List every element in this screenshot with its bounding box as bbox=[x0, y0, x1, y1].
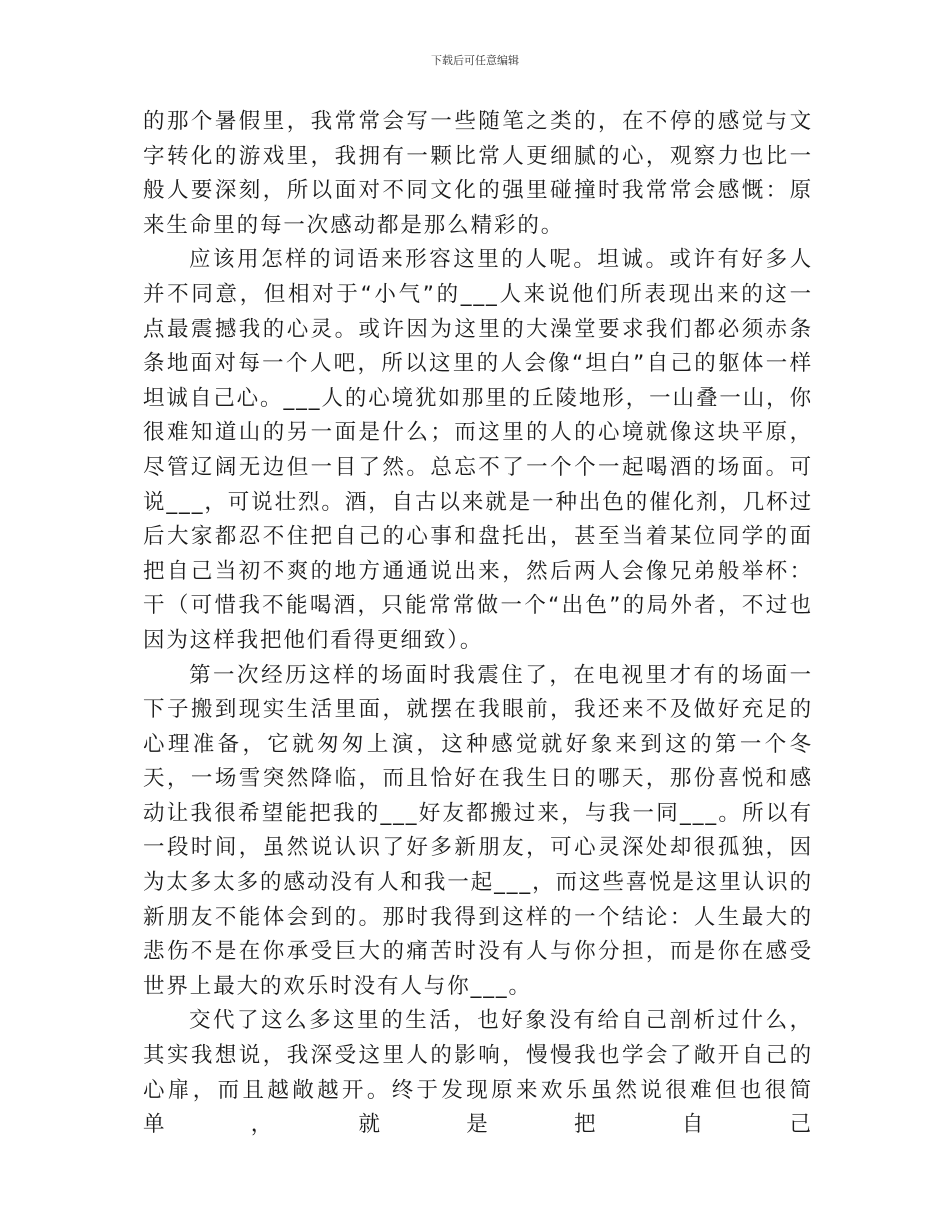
paragraph-1: 的那个暑假里，我常常会写一些随笔之类的，在不停的感觉与文字转化的游戏里，我拥有一颗比常人更细腻的心，观察力也比一般人要深刻，所以面对不同文化的强里碰撞时我常常会感慨：原来生命里的每一次感动都是那么精彩的。 bbox=[143, 109, 813, 238]
paragraph-2: 应该用怎样的词语来形容这里的人呢。坦诚。或许有好多人并不同意，但相对于“小气”的___人来说他们所表现出来的这一点最震撼我的心灵。或许因为这里的大澡堂要求我们都必须赤条条地面对每一个人吧，所以这里的人会像“坦白”自己的躯体一样坦诚自己心。___人的心境犹如那里的丘陵地形，一山叠一山，你很难知道山的另一面是什么；而这里的人的心境就像这块平原，尽管辽阔无边但一目了然。总忘不了一个个一起喝酒的场面。可说___，可说壮烈。酒，自古以来就是一种出色的催化剂，几杯过后大家都忍不住把自己的心事和盘托出，甚至当着某位同学的面把自己当初不爽的地方通通说出来，然后两人会像兄弟般举杯：干（可惜我不能喝酒，只能常常做一个“出色”的局外者，不过也因为这样我把他们看得更细致）。 bbox=[143, 247, 813, 653]
page-header: 下载后可任意编辑 bbox=[431, 54, 519, 67]
document-body bbox=[143, 105, 813, 1143]
paragraph-3: 第一次经历这样的场面时我震住了，在电视里才有的场面一下子搬到现实生活里面，就摆在我眼前，我还来不及做好充足的心理准备，它就匆匆上演，这种感觉就好象来到这的第一个冬天，一场雪突然降临，而且恰好在我生日的哪天，那份喜悦和感动让我很希望能把我的___好友都搬过来，与我一同___。所以有一段时间，虽然说认识了好多新朋友，可心灵深处却很孤独，因为太多太多的感动没有人和我一起___，而这些喜悦是这里认识的新朋友不能体会到的。那时我得到这样的一个结论：人生最大的悲伤不是在你承受巨大的痛苦时没有人与你分担，而是你在感受世界上最大的欢乐时没有人与你___。 bbox=[143, 662, 813, 999]
paragraph-4: 交代了这么多这里的生活，也好象没有给自己剖析过什么，其实我想说，我深受这里人的影响，慢慢我也学会了敞开自己的心扉，而且越敞越开。终于发现原来欢乐虽然说很难但也很简单，就是把自己 bbox=[143, 1008, 813, 1138]
